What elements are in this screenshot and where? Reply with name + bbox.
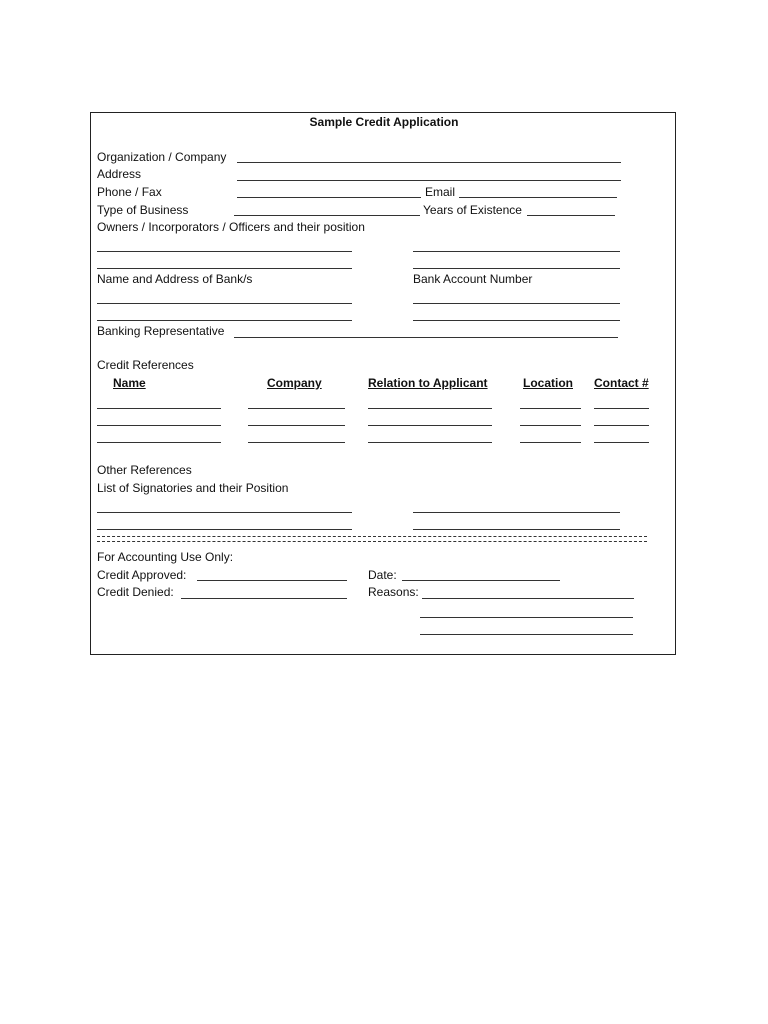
ref-row-1-location[interactable] (520, 408, 581, 409)
ref-row-3-company[interactable] (248, 442, 345, 443)
credit-approved-field[interactable] (197, 580, 347, 581)
organization-label: Organization / Company (97, 150, 227, 164)
column-header-location: Location (523, 376, 573, 390)
column-header-name: Name (113, 376, 146, 390)
ref-row-3-name[interactable] (97, 442, 221, 443)
column-header-relation: Relation to Applicant (368, 376, 488, 390)
type-of-business-label: Type of Business (97, 203, 189, 217)
years-of-existence-label: Years of Existence (423, 203, 522, 217)
signatory-field-1-left[interactable] (97, 512, 352, 513)
years-of-existence-field[interactable] (527, 215, 615, 216)
type-of-business-field[interactable] (234, 215, 420, 216)
ref-row-3-location[interactable] (520, 442, 581, 443)
owners-field-2-right[interactable] (413, 268, 620, 269)
organization-field[interactable] (237, 162, 621, 163)
address-field[interactable] (237, 180, 621, 181)
signatories-label: List of Signatories and their Position (97, 481, 289, 495)
ref-row-3-relation[interactable] (368, 442, 492, 443)
owners-field-2-left[interactable] (97, 268, 352, 269)
owners-field-1-right[interactable] (413, 251, 620, 252)
phone-fax-field[interactable] (237, 197, 421, 198)
reasons-field-3[interactable] (420, 634, 633, 635)
address-label: Address (97, 167, 142, 181)
date-field[interactable] (402, 580, 560, 581)
credit-approved-label: Credit Approved: (97, 568, 187, 582)
accounting-heading: For Accounting Use Only: (97, 550, 234, 564)
email-field[interactable] (459, 197, 617, 198)
signatory-field-1-right[interactable] (413, 512, 620, 513)
ref-row-2-location[interactable] (520, 425, 581, 426)
reasons-field-2[interactable] (420, 617, 633, 618)
ref-row-2-contact[interactable] (594, 425, 649, 426)
reasons-label: Reasons: (368, 585, 419, 599)
credit-application-form (90, 112, 676, 655)
bank-field-1-left[interactable] (97, 303, 352, 304)
ref-row-2-name[interactable] (97, 425, 221, 426)
owners-field-1-left[interactable] (97, 251, 352, 252)
banking-representative-field[interactable] (234, 337, 618, 338)
date-label: Date: (368, 568, 397, 582)
owners-label: Owners / Incorporators / Officers and their position (97, 220, 365, 234)
bank-field-2-right[interactable] (413, 320, 620, 321)
section-separator (97, 536, 647, 542)
ref-row-1-company[interactable] (248, 408, 345, 409)
ref-row-1-relation[interactable] (368, 408, 492, 409)
banking-representative-label: Banking Representative (97, 324, 225, 338)
bank-field-2-left[interactable] (97, 320, 352, 321)
reasons-field-1[interactable] (422, 598, 634, 599)
credit-denied-field[interactable] (181, 598, 347, 599)
column-header-contact: Contact # (594, 376, 649, 390)
form-title: Sample Credit Application (309, 115, 459, 129)
ref-row-2-relation[interactable] (368, 425, 492, 426)
ref-row-1-contact[interactable] (594, 408, 649, 409)
signatory-field-2-right[interactable] (413, 529, 620, 530)
email-label: Email (425, 185, 456, 199)
signatory-field-2-left[interactable] (97, 529, 352, 530)
bank-name-address-label: Name and Address of Bank/s (97, 272, 253, 286)
other-references-label: Other References (97, 463, 192, 477)
bank-account-number-label: Bank Account Number (413, 272, 533, 286)
credit-denied-label: Credit Denied: (97, 585, 174, 599)
ref-row-2-company[interactable] (248, 425, 345, 426)
ref-row-1-name[interactable] (97, 408, 221, 409)
column-header-company: Company (267, 376, 322, 390)
bank-field-1-right[interactable] (413, 303, 620, 304)
ref-row-3-contact[interactable] (594, 442, 649, 443)
phone-fax-label: Phone / Fax (97, 185, 162, 199)
credit-references-heading: Credit References (97, 358, 194, 372)
